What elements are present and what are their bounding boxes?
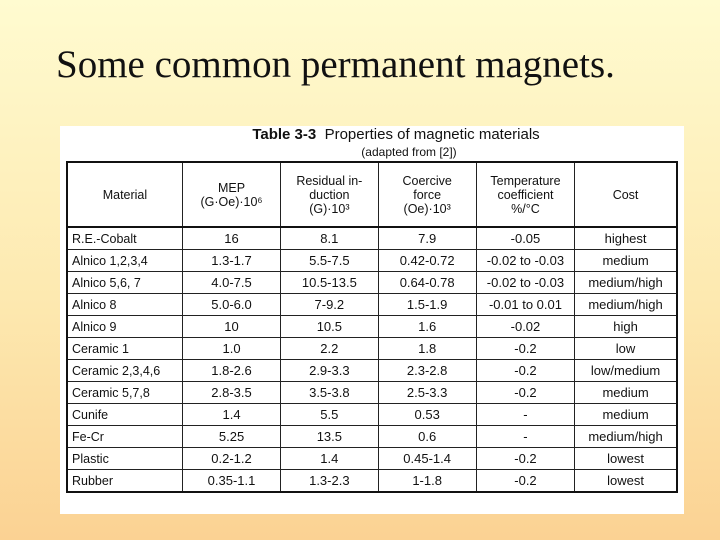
cell-cost: high — [575, 316, 677, 338]
cell-residual-induction: 3.5-3.8 — [281, 382, 378, 404]
header-residual-induction — [281, 162, 378, 227]
cell-coercive-force: 0.53 — [378, 404, 476, 426]
table-row — [67, 316, 677, 338]
cell-mep: 1.3-1.7 — [182, 250, 280, 272]
table-row — [67, 404, 677, 426]
header-line: (Oe)·10³ — [403, 201, 451, 216]
header-line: (G·Oe)·10⁶ — [200, 194, 263, 209]
cell-mep: 1.4 — [182, 404, 280, 426]
cell-coercive-force: 2.3-2.8 — [378, 360, 476, 382]
cell-temperature-coefficient: -0.2 — [476, 470, 574, 493]
cell-residual-induction: 5.5-7.5 — [281, 250, 378, 272]
cell-mep: 1.8-2.6 — [182, 360, 280, 382]
cell-residual-induction: 1.3-2.3 — [281, 470, 378, 493]
cell-coercive-force: 0.42-0.72 — [378, 250, 476, 272]
header-line: force — [413, 187, 442, 202]
cell-material: Alnico 1,2,3,4 — [67, 250, 182, 272]
cell-coercive-force: 2.5-3.3 — [378, 382, 476, 404]
cell-temperature-coefficient: - — [476, 426, 574, 448]
cell-mep: 5.0-6.0 — [182, 294, 280, 316]
cell-temperature-coefficient: -0.02 to -0.03 — [476, 272, 574, 294]
cell-residual-induction: 10.5-13.5 — [281, 272, 378, 294]
cell-coercive-force: 1.8 — [378, 338, 476, 360]
header-line: Temperature — [490, 173, 561, 188]
cell-coercive-force: 1.6 — [378, 316, 476, 338]
cell-mep: 0.2-1.2 — [182, 448, 280, 470]
table-row — [67, 382, 677, 404]
table-figure — [60, 126, 684, 514]
header-mep — [182, 162, 280, 227]
cell-cost: medium — [575, 250, 677, 272]
cell-temperature-coefficient: -0.2 — [476, 360, 574, 382]
cell-residual-induction: 10.5 — [281, 316, 378, 338]
cell-coercive-force: 1-1.8 — [378, 470, 476, 493]
header-line: Cost — [612, 187, 639, 202]
cell-cost: medium — [575, 404, 677, 426]
cell-residual-induction: 13.5 — [281, 426, 378, 448]
properties-table — [66, 161, 678, 493]
table-row — [67, 448, 677, 470]
cell-temperature-coefficient: - — [476, 404, 574, 426]
cell-temperature-coefficient: -0.2 — [476, 338, 574, 360]
table-row — [67, 250, 677, 272]
table-row — [67, 272, 677, 294]
header-line: coefficient — [497, 187, 554, 202]
header-line: duction — [309, 187, 350, 202]
cell-residual-induction: 1.4 — [281, 448, 378, 470]
cell-cost: lowest — [575, 448, 677, 470]
cell-cost: highest — [575, 227, 677, 250]
table-header-row — [67, 162, 677, 227]
table-caption — [60, 126, 684, 144]
cell-coercive-force: 0.6 — [378, 426, 476, 448]
cell-mep: 0.35-1.1 — [182, 470, 280, 493]
cell-mep: 16 — [182, 227, 280, 250]
cell-mep: 5.25 — [182, 426, 280, 448]
cell-coercive-force: 0.64-0.78 — [378, 272, 476, 294]
cell-residual-induction: 2.9-3.3 — [281, 360, 378, 382]
table-row — [67, 227, 677, 250]
cell-residual-induction: 2.2 — [281, 338, 378, 360]
cell-material: Ceramic 1 — [67, 338, 182, 360]
cell-temperature-coefficient: -0.01 to 0.01 — [476, 294, 574, 316]
header-line: Coercive — [402, 173, 452, 188]
cell-residual-induction: 5.5 — [281, 404, 378, 426]
cell-cost: medium — [575, 382, 677, 404]
cell-coercive-force: 1.5-1.9 — [378, 294, 476, 316]
cell-material: Plastic — [67, 448, 182, 470]
cell-residual-induction: 7-9.2 — [281, 294, 378, 316]
table-caption-text: Properties of magnetic materials — [324, 126, 540, 143]
cell-cost: medium/high — [575, 426, 677, 448]
cell-mep: 4.0-7.5 — [182, 272, 280, 294]
cell-temperature-coefficient: -0.05 — [476, 227, 574, 250]
cell-temperature-coefficient: -0.2 — [476, 382, 574, 404]
cell-material: R.E.-Cobalt — [67, 227, 182, 250]
cell-coercive-force: 7.9 — [378, 227, 476, 250]
cell-mep: 2.8-3.5 — [182, 382, 280, 404]
header-line: Residual in- — [296, 173, 363, 188]
cell-residual-induction: 8.1 — [281, 227, 378, 250]
cell-coercive-force: 0.45-1.4 — [378, 448, 476, 470]
cell-mep: 1.0 — [182, 338, 280, 360]
header-line: Material — [102, 187, 148, 202]
header-temperature-coefficient — [476, 162, 574, 227]
cell-cost: medium/high — [575, 294, 677, 316]
table-row — [67, 294, 677, 316]
slide-title: Some common permanent magnets. — [56, 43, 615, 86]
cell-material: Fe-Cr — [67, 426, 182, 448]
table-subcaption: (adapted from [2]) — [361, 145, 457, 159]
cell-temperature-coefficient: -0.2 — [476, 448, 574, 470]
table-row — [67, 426, 677, 448]
cell-material: Rubber — [67, 470, 182, 493]
table-row — [67, 360, 677, 382]
header-line: MEP — [217, 180, 246, 195]
header-coercive-force — [378, 162, 476, 227]
header-line: %/°C — [511, 201, 540, 216]
cell-cost: low/medium — [575, 360, 677, 382]
cell-mep: 10 — [182, 316, 280, 338]
cell-material: Cunife — [67, 404, 182, 426]
table-row — [67, 338, 677, 360]
table-caption-label: Table 3-3 — [252, 126, 317, 143]
table-body — [67, 227, 677, 492]
table-row — [67, 470, 677, 493]
cell-temperature-coefficient: -0.02 to -0.03 — [476, 250, 574, 272]
cell-temperature-coefficient: -0.02 — [476, 316, 574, 338]
cell-cost: low — [575, 338, 677, 360]
cell-material: Alnico 9 — [67, 316, 182, 338]
cell-material: Alnico 5,6, 7 — [67, 272, 182, 294]
cell-cost: lowest — [575, 470, 677, 493]
header-cost — [575, 162, 677, 227]
cell-material: Ceramic 2,3,4,6 — [67, 360, 182, 382]
cell-material: Alnico 8 — [67, 294, 182, 316]
header-line: (G)·10³ — [309, 201, 350, 216]
cell-material: Ceramic 5,7,8 — [67, 382, 182, 404]
header-material — [67, 162, 182, 227]
cell-cost: medium/high — [575, 272, 677, 294]
